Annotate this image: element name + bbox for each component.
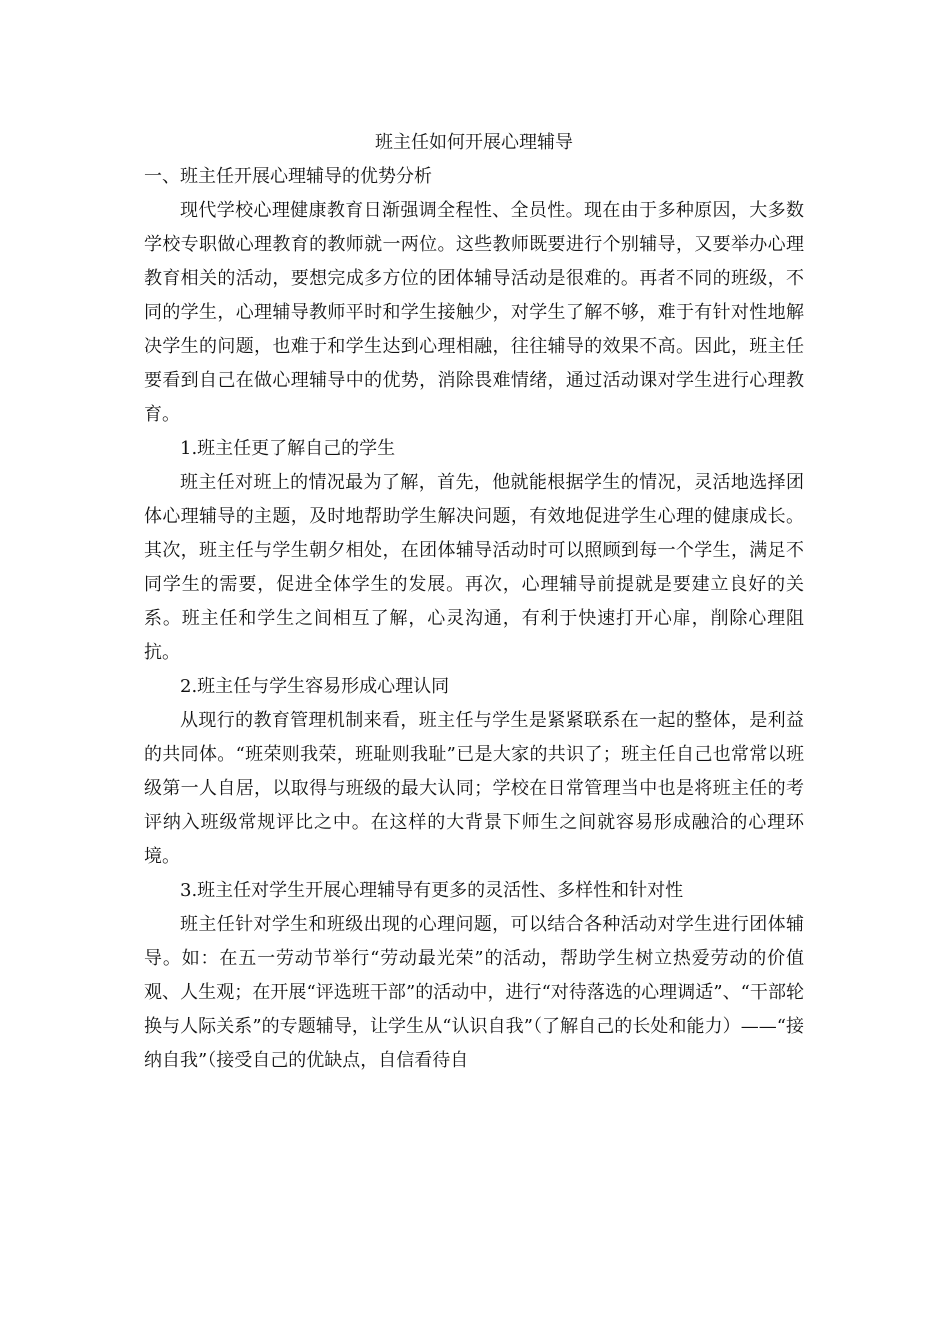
point-2-heading: 2.班主任与学生容易形成心理认同 (180, 676, 450, 697)
section-heading: 一、班主任开展心理辅导的优势分析 (144, 166, 432, 187)
document-title: 班主任如何开展心理辅导 (375, 132, 573, 153)
point-3-paragraph: 班主任针对学生和班级出现的心理问题，可以结合各种活动对学生进行团体辅导。如：在五一劳动节举行“劳动最光荣”的活动，帮助学生树立热爱劳动的价值观、人生观；在开展“评选班干部”的活动中，进行“对待落选的心理调适”、“干部轮换与人际关系”的专题辅导，让学生从“认识自我”（了解自己的长处和能力）——“接纳自我”（接受自己的优缺点，自信看待自 (144, 914, 804, 1071)
point-1-paragraph: 班主任对班上的情况最为了解，首先，他就能根据学生的情况，灵活地选择团体心理辅导的主题，及时地帮助学生解决问题，有效地促进学生心理的健康成长。其次，班主任与学生朝夕相处，在团体辅导活动时可以照顾到每一个学生，满足不同学生的需要，促进全体学生的发展。再次，心理辅导前提就是要建立良好的关系。班主任和学生之间相互了解，心灵沟通，有利于快速打开心扉，削除心理阻抗。 (144, 472, 804, 663)
point-2-paragraph: 从现行的教育管理机制来看，班主任与学生是紧紧联系在一起的整体，是利益的共同体。“班荣则我荣，班耻则我耻”已是大家的共识了；班主任自己也常常以班级第一人自居，以取得与班级的最大认同；学校在日常管理当中也是将班主任的考评纳入班级常规评比之中。在这样的大背景下师生之间就容易形成融洽的心理环境。 (144, 710, 804, 867)
document-body (144, 126, 804, 1078)
point-1-heading: 1.班主任更了解自己的学生 (180, 438, 396, 459)
intro-paragraph: 现代学校心理健康教育日渐强调全程性、全员性。现在由于多种原因，大多数学校专职做心理教育的教师就一两位。这些教师既要进行个别辅导，又要举办心理教育相关的活动，要想完成多方位的团体辅导活动是很难的。再者不同的班级，不同的学生，心理辅导教师平时和学生接触少，对学生了解不够，难于有针对性地解决学生的问题，也难于和学生达到心理相融，往往辅导的效果不高。因此，班主任要看到自己在做心理辅导中的优势，消除畏难情绪，通过活动课对学生进行心理教育。 (144, 200, 804, 425)
point-3-heading: 3.班主任对学生开展心理辅导有更多的灵活性、多样性和针对性 (180, 880, 684, 901)
